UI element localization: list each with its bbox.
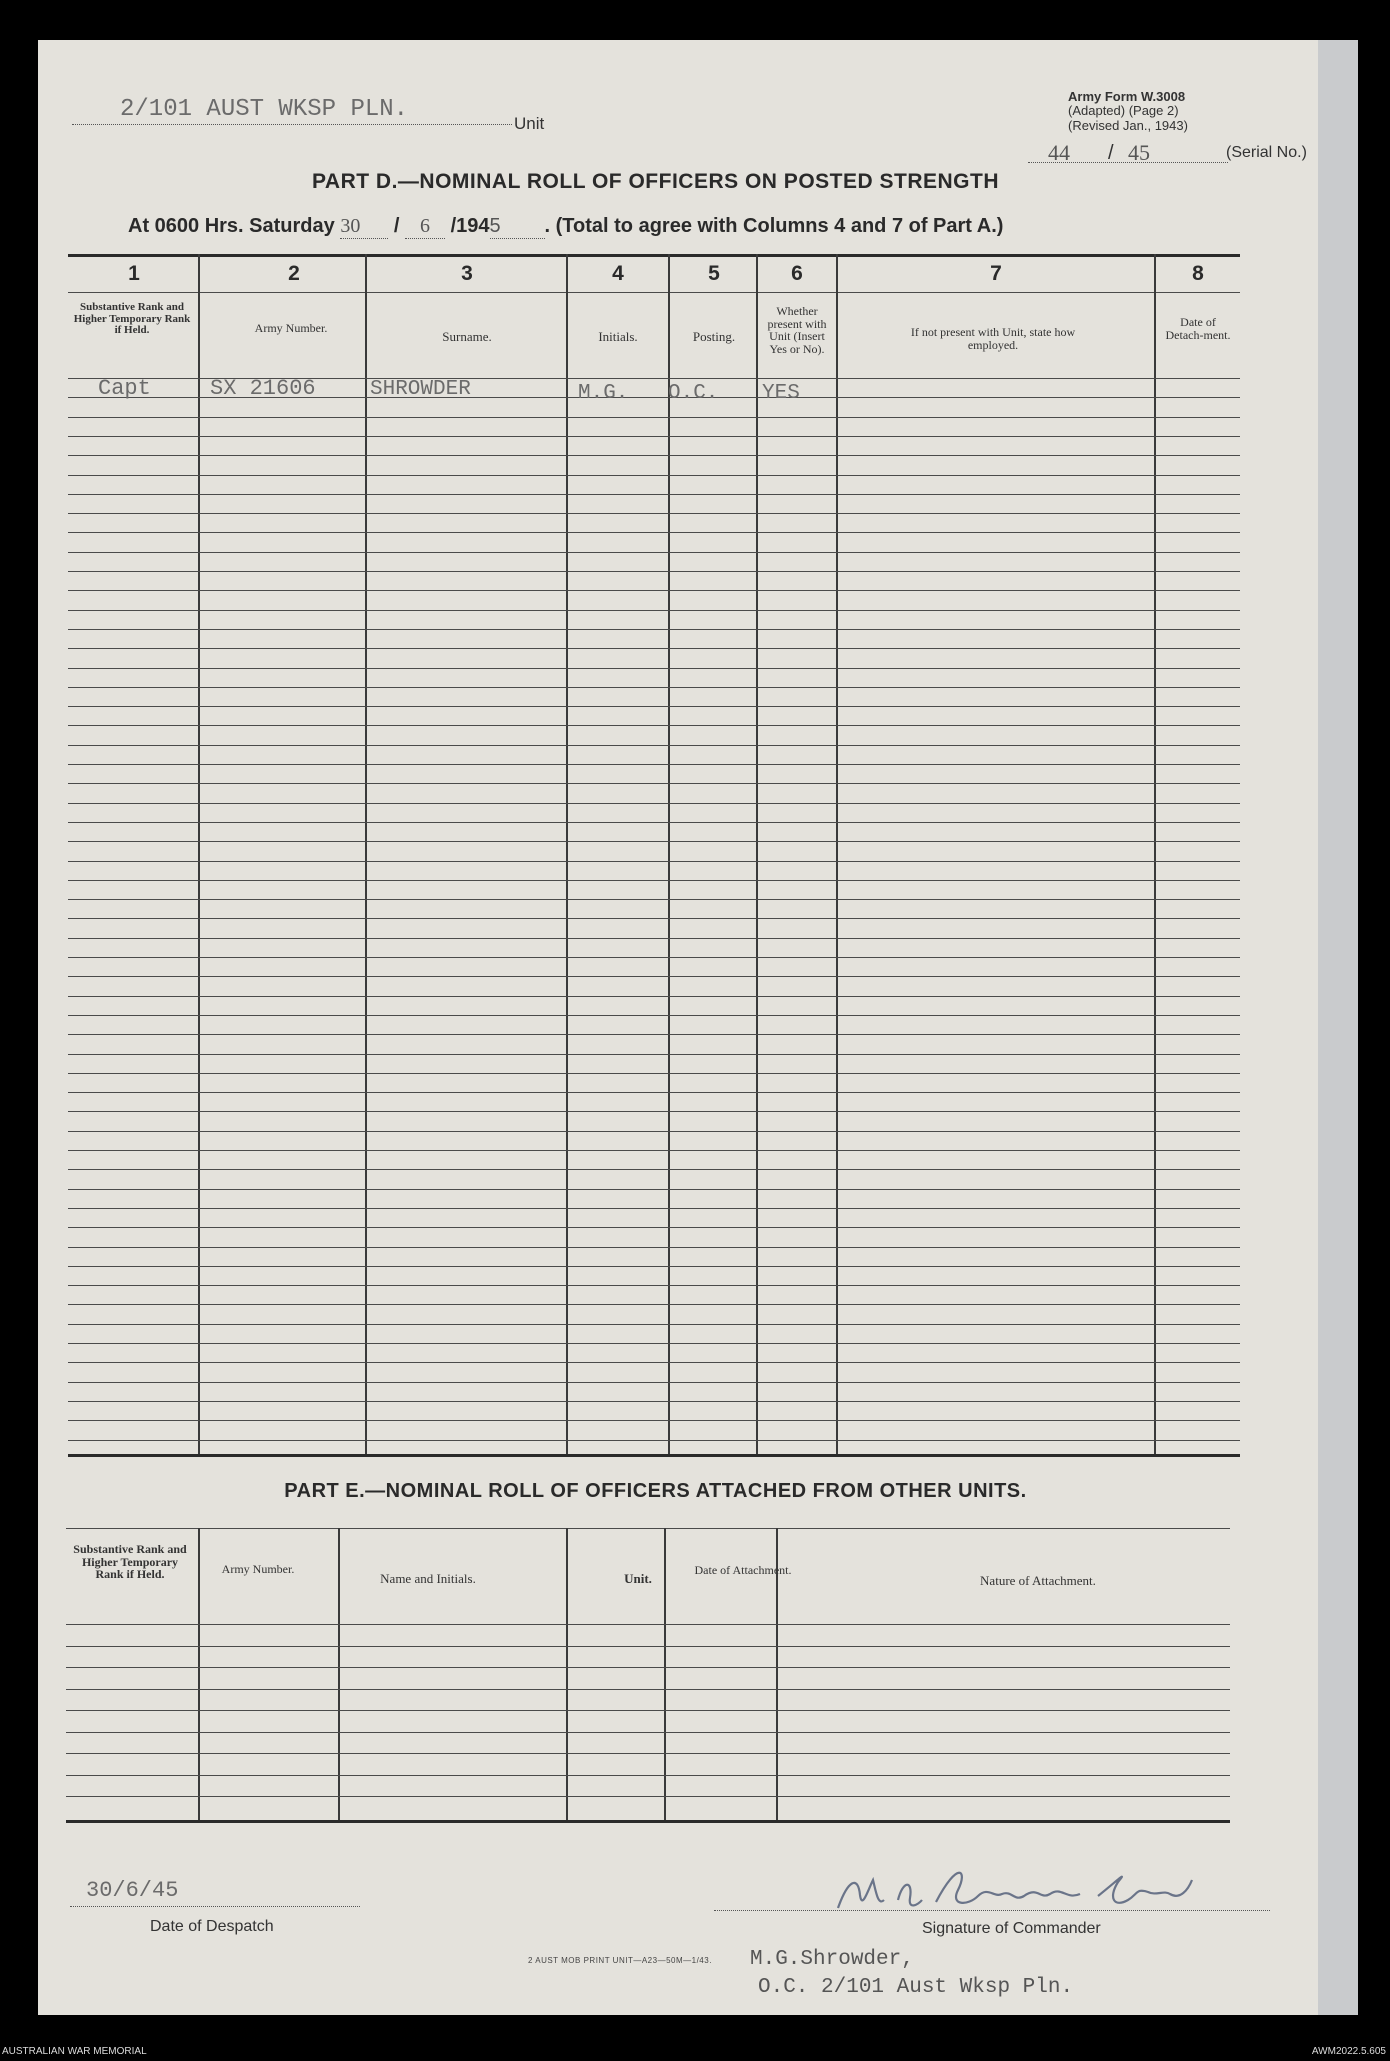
e-header-date-attach: Date of Attachment. xyxy=(694,1563,792,1577)
date-day: 30 xyxy=(340,215,388,239)
col-header-initials: Initials. xyxy=(598,329,638,344)
date-slash-2: / xyxy=(450,215,457,237)
despatch-date: 30/6/45 xyxy=(86,1878,179,1903)
row-rule xyxy=(66,1710,1230,1711)
print-line: 2 AUST MOB PRINT UNIT—A23—50M—1/43. xyxy=(528,1956,712,1965)
despatch-label: Date of Despatch xyxy=(150,1918,274,1935)
col-num-3: 3 xyxy=(461,262,473,285)
col-num-5: 5 xyxy=(708,262,720,285)
e-header-unit: Unit. xyxy=(624,1571,652,1586)
row-rule xyxy=(66,1732,1230,1733)
serial-sep: / xyxy=(1108,142,1114,164)
col-num-6: 6 xyxy=(791,262,803,285)
row-1-surname: SHROWDER xyxy=(370,378,471,401)
typed-name: M.G.Shrowder, xyxy=(750,1948,914,1971)
date-month: 6 xyxy=(405,215,445,239)
serial-label: (Serial No.) xyxy=(1226,144,1307,161)
e-header-nature: Nature of Attachment. xyxy=(980,1573,1096,1588)
signature-label: Signature of Commander xyxy=(922,1920,1101,1937)
part-e-top-rule xyxy=(66,1528,1230,1529)
col-header-date-detach: Date of Detach-ment. xyxy=(1165,315,1231,342)
e-header-rank: Substantive Rank and Higher Temporary Rank if Held. xyxy=(73,1542,187,1582)
col-header-army-number: Army Number. xyxy=(254,321,328,335)
part-e-bottom-rule xyxy=(66,1820,1230,1823)
column-divider xyxy=(566,1528,568,1820)
row-rule xyxy=(66,1753,1230,1754)
serial-a: 44 xyxy=(1048,140,1070,165)
col-num-4: 4 xyxy=(612,262,624,285)
row-1-posting: O.C. xyxy=(668,382,719,405)
col-header-posting: Posting. xyxy=(692,329,736,344)
part-d-title: PART D.—NOMINAL ROLL OF OFFICERS ON POSTED STRENGTH xyxy=(311,170,999,193)
column-divider xyxy=(338,1528,340,1820)
typed-role: O.C. 2/101 Aust Wksp Pln. xyxy=(758,1976,1074,1999)
serial-b: 45 xyxy=(1128,140,1150,165)
archive-left: AUSTRALIAN WAR MEMORIAL xyxy=(2,2046,147,2057)
part-e-table xyxy=(38,40,1358,1940)
row-1-present: YES xyxy=(762,382,800,405)
form-ref-line3: (Revised Jan., 1943) xyxy=(1068,117,1188,133)
col-num-7: 7 xyxy=(990,262,1002,285)
row-1-initials: M.G. xyxy=(578,382,629,405)
unit-value: 2/101 AUST WKSP PLN. xyxy=(120,96,409,123)
row-rule xyxy=(66,1667,1230,1668)
col-num-1: 1 xyxy=(128,262,140,285)
part-e-title: PART E.—NOMINAL ROLL OF OFFICERS ATTACHED FROM OTHER UNITS. xyxy=(284,1480,1027,1502)
row-rule xyxy=(66,1689,1230,1690)
col-header-present: Whether present with Unit (Insert Yes or No). xyxy=(767,304,827,356)
date-year: 194 xyxy=(456,215,490,237)
col-header-surname: Surname. xyxy=(442,329,492,344)
row-rule xyxy=(66,1624,1230,1625)
scan-edge xyxy=(1318,40,1358,2015)
row-1-army-number: SX 21606 xyxy=(210,376,316,401)
col-num-8: 8 xyxy=(1192,262,1204,285)
row-rule xyxy=(66,1775,1230,1776)
signature-underline xyxy=(714,1910,1270,1911)
document-page xyxy=(38,40,1358,2015)
unit-label: Unit xyxy=(514,114,545,133)
col-header-rank: Substantive Rank and Higher Temporary Rank if Held. xyxy=(73,301,191,337)
at-prefix: At 0600 Hrs. Saturday xyxy=(128,215,335,237)
row-rule xyxy=(66,1646,1230,1647)
col-header-how-employed: If not present with Unit, state how employed. xyxy=(910,325,1076,352)
date-slash-1: / xyxy=(393,215,400,237)
total-note: . (Total to agree with Columns 4 and 7 of Part A.) xyxy=(544,215,1004,237)
e-header-name: Name and Initials. xyxy=(380,1571,476,1586)
row-rule xyxy=(66,1796,1230,1797)
form-ref-line1: Army Form W.3008 xyxy=(1068,89,1186,104)
col-num-2: 2 xyxy=(288,262,300,285)
e-header-army-number: Army Number. xyxy=(221,1562,295,1576)
date-year-digit: 5 xyxy=(490,215,545,239)
despatch-underline xyxy=(70,1906,360,1907)
column-divider xyxy=(198,1528,200,1820)
form-ref-line2: (Adapted) (Page 2) xyxy=(1068,103,1179,119)
row-1-rank: Capt xyxy=(98,376,151,401)
commander-signature xyxy=(818,1850,1248,1930)
archive-right: AWM2022.5.605 xyxy=(1311,2046,1386,2057)
